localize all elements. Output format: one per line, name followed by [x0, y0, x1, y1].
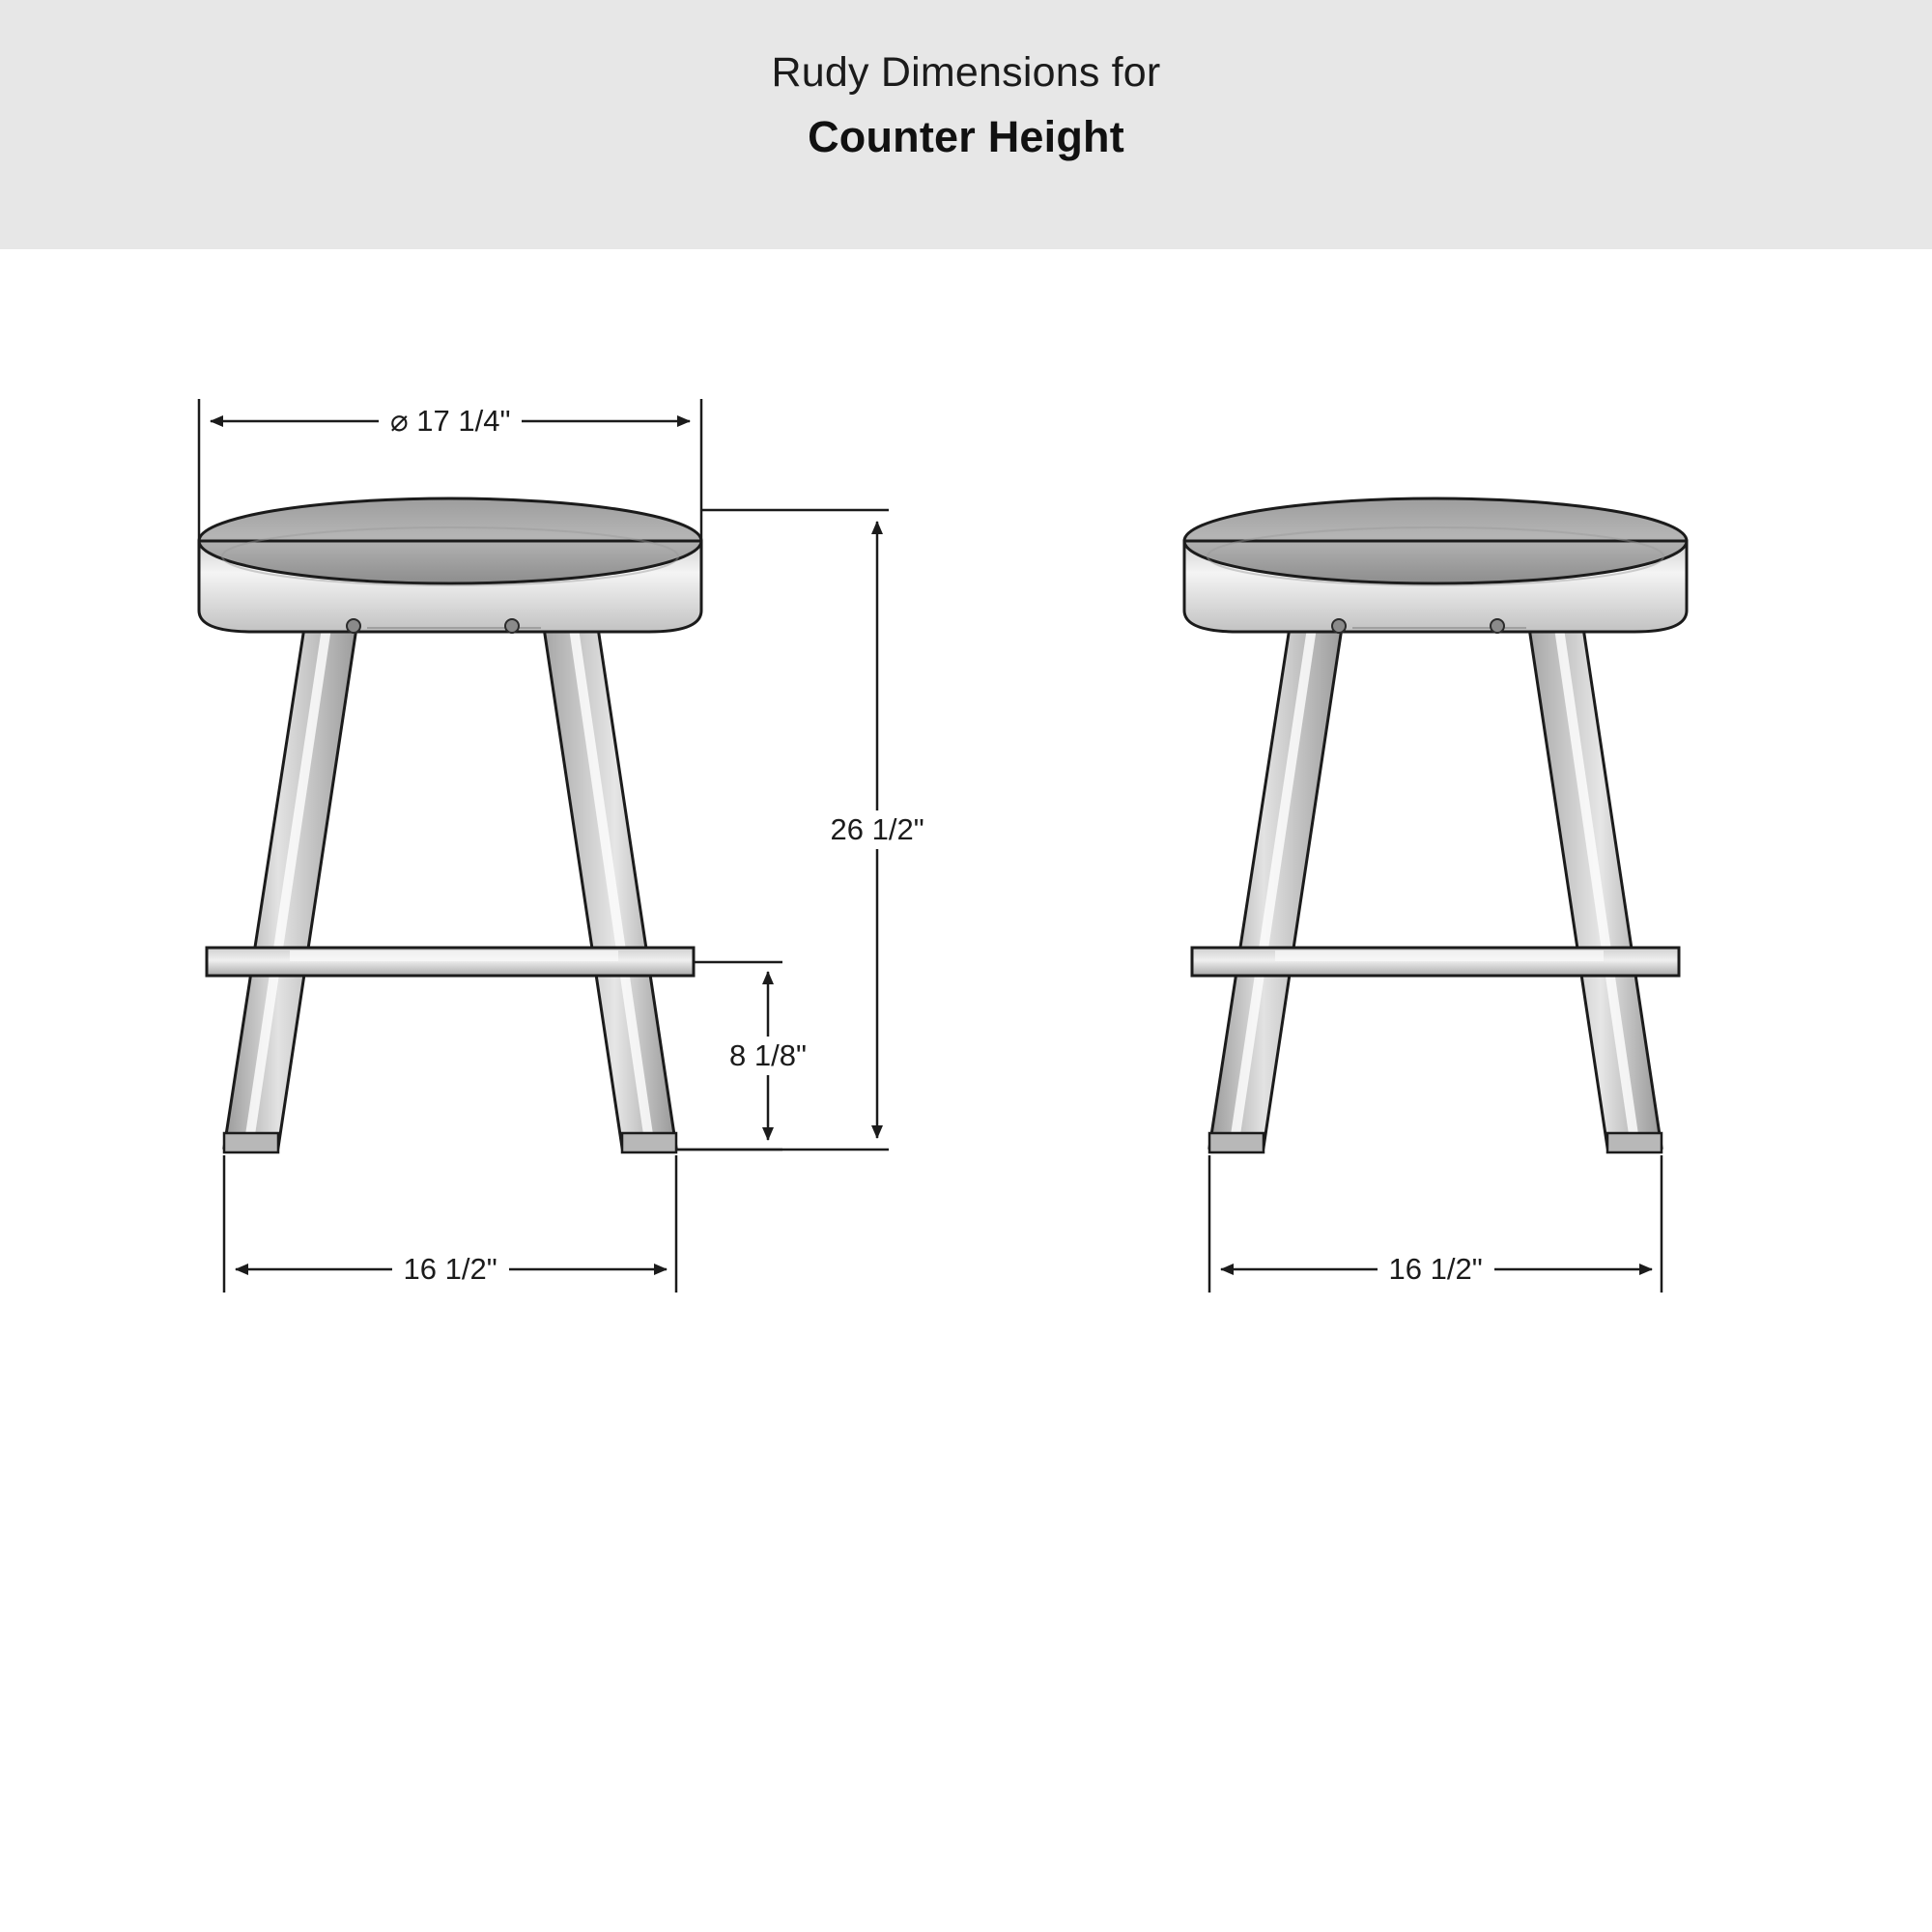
- front-view-footrest: [207, 948, 694, 976]
- label-base-depth: 16 1/2": [1388, 1252, 1483, 1286]
- label-overall-height: 26 1/2": [830, 812, 924, 846]
- front-view-stool: [199, 498, 701, 1152]
- drawing-area: [0, 249, 1932, 1932]
- front-view-seat: [199, 498, 701, 633]
- side-view-stool: [1184, 498, 1687, 1152]
- front-view-right-leg: [541, 609, 676, 1152]
- stool-drawing-svg: [0, 249, 1932, 1932]
- page-title: [0, 49, 1932, 161]
- title-line-secondary: Counter Height: [808, 112, 1124, 161]
- side-view-left-leg: [1209, 609, 1345, 1152]
- side-view-right-leg: [1526, 609, 1662, 1152]
- label-footrest-height: 8 1/8": [729, 1038, 807, 1072]
- side-view-footrest: [1192, 948, 1679, 976]
- title-line-primary: Rudy Dimensions for: [771, 49, 1161, 96]
- front-view-left-leg: [224, 609, 359, 1152]
- label-seat-diameter: ⌀ 17 1/4": [390, 404, 511, 438]
- side-view-seat: [1184, 498, 1687, 633]
- label-base-width: 16 1/2": [403, 1252, 497, 1286]
